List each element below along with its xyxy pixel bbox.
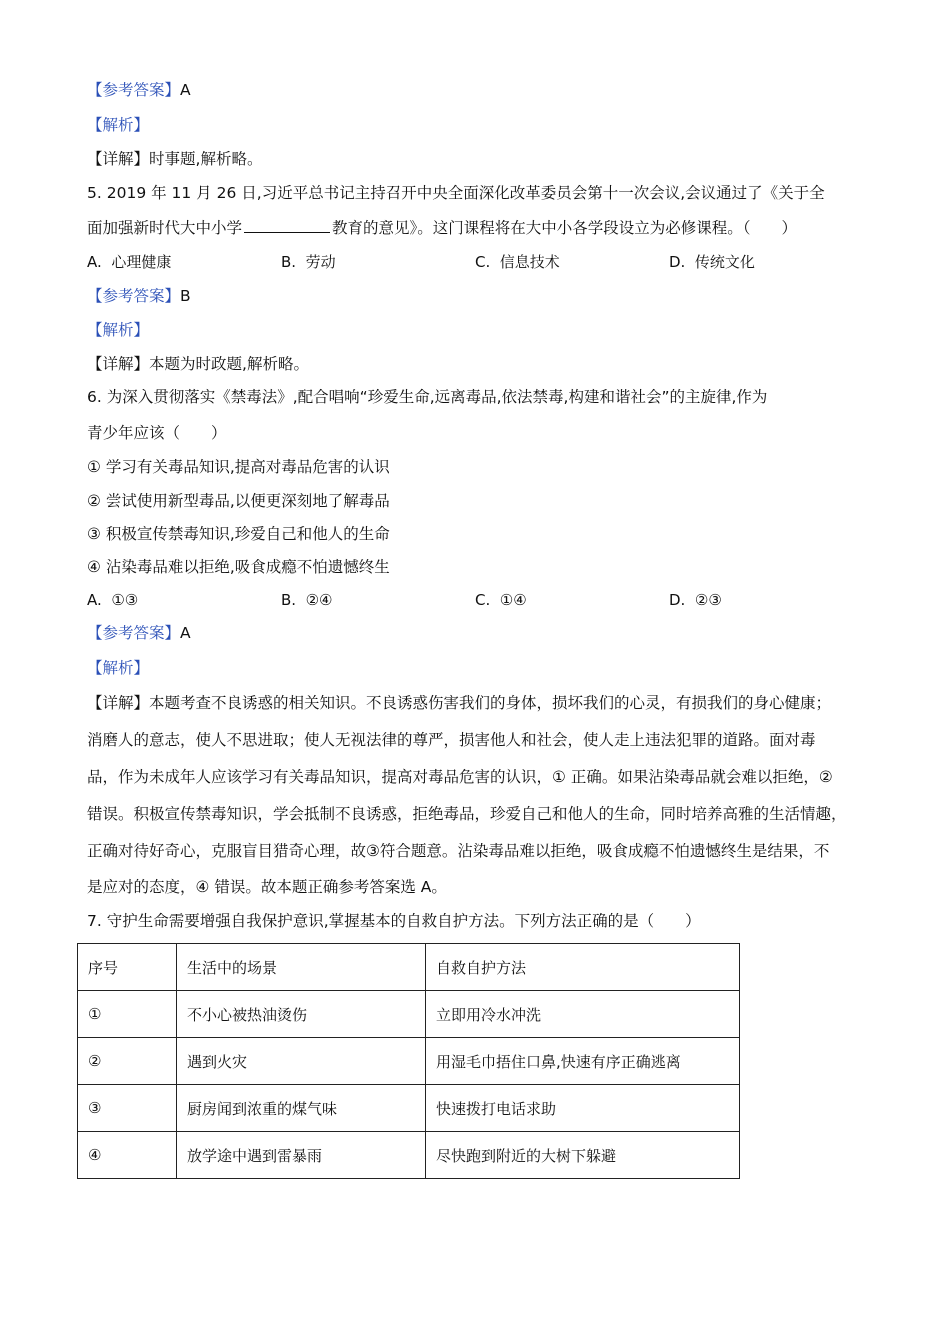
option-text: 劳动 xyxy=(305,253,336,271)
q6-item-3: ③ 积极宣传禁毒知识,珍爱自己和他人的生命 xyxy=(87,525,390,543)
stem-text-post: 教育的意见》。这门课程将在大中小各学段设立为必修课程。（ ） xyxy=(332,219,798,237)
option-letter: C. xyxy=(475,591,491,609)
option-text: ①④ xyxy=(499,591,527,609)
detail-label: 【详解】 xyxy=(87,150,150,168)
q6-stem-line1 xyxy=(87,387,767,407)
q6-detail-line-6: 是应对的态度，④ 错误。故本题正确参考答案选 A。 xyxy=(87,878,447,896)
table-header-cell: 自救自护方法 xyxy=(426,944,740,991)
q4-answer-line xyxy=(87,80,191,100)
q5-answer-line xyxy=(87,286,191,306)
option-text: 传统文化 xyxy=(694,253,755,271)
q7-stem xyxy=(87,911,701,931)
q6-analysis-label: 【解析】 xyxy=(87,659,150,677)
q5-option-c xyxy=(475,252,560,272)
option-text: ②③ xyxy=(694,591,722,609)
table-cell: 遇到火灾 xyxy=(177,1038,426,1085)
option-letter: B. xyxy=(281,591,297,609)
q7-table xyxy=(77,943,740,1179)
q6-detail-line-2: 消磨人的意志，使人不思进取；使人无视法律的尊严，损害他人和社会，使人走上违法犯罪的道路。面对毒 xyxy=(87,731,816,749)
q5-option-d xyxy=(669,252,755,272)
question-number: 5. xyxy=(87,184,102,202)
table-row xyxy=(78,1132,740,1179)
q6-answer-line xyxy=(87,623,191,643)
option-text: 信息技术 xyxy=(499,253,560,271)
table-header-cell: 序号 xyxy=(78,944,177,991)
detail-label: 【详解】 xyxy=(87,355,150,373)
q6-detail-line-3: 品，作为未成年人应该学习有关毒品知识，提高对毒品危害的认识，① 正确。如果沾染毒品就会难以拒绝，② xyxy=(87,768,833,786)
detail-text: 本题考查不良诱惑的相关知识。不良诱惑伤害我们的身体，损坏我们的心灵，有损我们的身心健康； xyxy=(149,694,832,712)
q6-item-4: ④ 沾染毒品难以拒绝,吸食成瘾不怕遗憾终生 xyxy=(87,558,390,576)
option-letter: A. xyxy=(87,591,102,609)
table-cell: 尽快跑到附近的大树下躲避 xyxy=(426,1132,740,1179)
answer-label: 【参考答案】 xyxy=(87,287,181,305)
table-cell: 不小心被热油烫伤 xyxy=(177,991,426,1038)
table-cell: ② xyxy=(78,1038,177,1085)
fill-blank xyxy=(244,218,330,233)
q5-option-b xyxy=(281,252,336,272)
table-header-row xyxy=(78,944,740,991)
q6-option-c xyxy=(475,590,527,610)
q4-detail-line xyxy=(87,149,262,169)
q4-analysis-label: 【解析】 xyxy=(87,116,150,134)
q6-detail-line-4: 错误。积极宣传禁毒知识，学会抵制不良诱惑，拒绝毒品，珍爱自己和他人的生命，同时培养高雅的生活情趣， xyxy=(87,805,847,823)
question-number: 6. xyxy=(87,388,102,406)
table-cell: ③ xyxy=(78,1085,177,1132)
stem-text: 2019 年 11 月 26 日,习近平总书记主持召开中央全面深化改革委员会第十一次会议,会议通过了《关于全 xyxy=(106,184,825,202)
option-letter: D. xyxy=(669,591,686,609)
answer-value: A xyxy=(180,81,191,99)
stem-text: 为深入贯彻落实《禁毒法》,配合唱响“珍爱生命,远离毒品,依法禁毒,构建和谐社会”的主旋律,作为 xyxy=(106,388,768,406)
q6-option-a xyxy=(87,590,138,610)
q5-stem-line1 xyxy=(87,183,825,203)
option-letter: C. xyxy=(475,253,491,271)
table-row xyxy=(78,1038,740,1085)
answer-label: 【参考答案】 xyxy=(87,624,181,642)
table-row xyxy=(78,1085,740,1132)
table-cell: ④ xyxy=(78,1132,177,1179)
answer-label: 【参考答案】 xyxy=(87,81,181,99)
detail-label: 【详解】 xyxy=(87,694,150,712)
answer-value: A xyxy=(180,624,191,642)
option-letter: D. xyxy=(669,253,686,271)
table-cell: 放学途中遇到雷暴雨 xyxy=(177,1132,426,1179)
table-cell: 用湿毛巾捂住口鼻,快速有序正确逃离 xyxy=(426,1038,740,1085)
question-number: 7. xyxy=(87,912,102,930)
table-cell: 厨房闻到浓重的煤气味 xyxy=(177,1085,426,1132)
stem-text: 守护生命需要增强自我保护意识,掌握基本的自救自护方法。下列方法正确的是（ ） xyxy=(106,912,701,930)
q6-detail-line-1 xyxy=(87,693,831,713)
q6-stem-line2: 青少年应该（ ） xyxy=(87,424,227,442)
table-row xyxy=(78,991,740,1038)
q6-detail-line-5: 正确对待好奇心，克服盲目猎奇心理，故③符合题意。沾染毒品难以拒绝，吸食成瘾不怕遗憾终生是结果，不 xyxy=(87,842,830,860)
q5-option-a xyxy=(87,252,171,272)
q5-analysis-label: 【解析】 xyxy=(87,321,150,339)
q6-option-b xyxy=(281,590,333,610)
q6-item-2: ② 尝试使用新型毒品,以便更深刻地了解毒品 xyxy=(87,492,390,510)
option-text: ②④ xyxy=(305,591,333,609)
table-cell: 快速拨打电话求助 xyxy=(426,1085,740,1132)
stem-text-pre: 面加强新时代大中小学 xyxy=(87,219,243,237)
table-cell: 立即用冷水冲洗 xyxy=(426,991,740,1038)
detail-text: 时事题,解析略。 xyxy=(149,150,263,168)
option-text: 心理健康 xyxy=(111,253,172,271)
option-letter: A. xyxy=(87,253,102,271)
option-text: ①③ xyxy=(111,591,139,609)
q5-detail-line xyxy=(87,354,309,374)
table-header-cell: 生活中的场景 xyxy=(177,944,426,991)
answer-value: B xyxy=(180,287,191,305)
q5-stem-line2 xyxy=(87,218,797,238)
option-letter: B. xyxy=(281,253,297,271)
q6-option-d xyxy=(669,590,722,610)
detail-text: 本题为时政题,解析略。 xyxy=(149,355,309,373)
table-cell: ① xyxy=(78,991,177,1038)
q6-item-1: ① 学习有关毒品知识,提高对毒品危害的认识 xyxy=(87,458,390,476)
